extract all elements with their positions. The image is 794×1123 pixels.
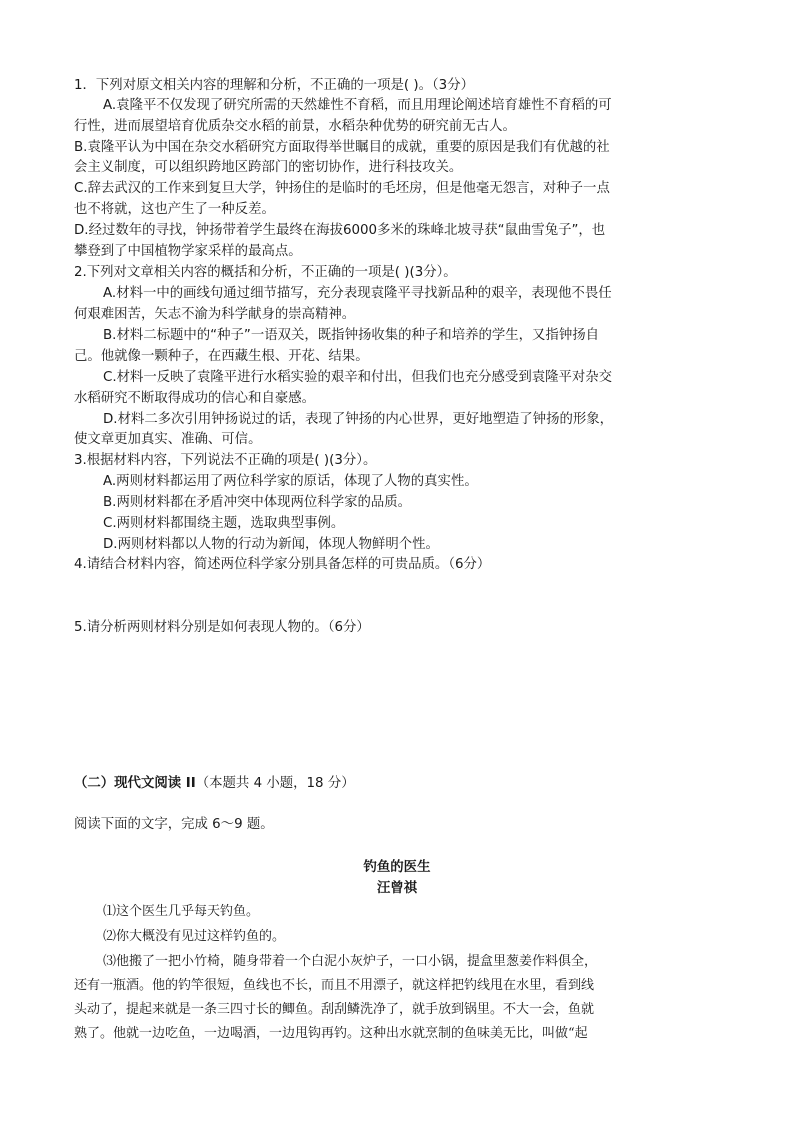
question-1-stem: 1．下列对原文相关内容的理解和分析，不正确的一项是( )。（3分） — [74, 78, 474, 93]
question-1-option-c: C.辞去武汉的工作来到复旦大学，钟扬住的是临时的毛坯房，但是他毫无怨言，对种子一点 — [74, 181, 610, 196]
question-5-stem: 5.请分析两则材料分别是如何表现人物的。（6分） — [74, 620, 370, 635]
question-1-option-d-cont: 攀登到了中国植物学家采样的最高点。 — [74, 244, 302, 259]
question-2-option-c-cont: 水稻研究不断取得成功的信心和自豪感。 — [74, 391, 316, 406]
question-2-option-b-cont: 己。他就像一颗种子，在西藏生根、开花、结果。 — [74, 349, 369, 364]
question-1-option-a-cont: 行性，进而展望培育优质杂交水稻的前景，水稻杂种优势的研究前无古人。 — [74, 119, 516, 134]
question-3-option-b: B.两则材料都在矛盾冲突中体现两位科学家的品质。 — [103, 495, 412, 510]
section-2-heading-bold: （二）现代文阅读 II — [74, 776, 196, 791]
section-2-heading — [74, 774, 355, 794]
article-paragraph-2: ⑵你大概没有见过这样钓鱼的。 — [103, 929, 286, 944]
question-2-option-a: A.材料一中的画线句通过细节描写，充分表现袁隆平寻找新品种的艰辛，表现他不畏任 — [103, 286, 612, 301]
question-1-option-c-cont: 也不将就，这也产生了一种反差。 — [74, 202, 275, 217]
question-1-option-b-cont: 会主义制度，可以组织跨地区跨部门的密切协作，进行科技攻关。 — [74, 160, 463, 175]
section-2-instruction: 阅读下面的文字，完成 6～9 题。 — [74, 817, 274, 832]
article-paragraph-3: ⑶他搬了一把小竹椅，随身带着一个白泥小灰炉子，一口小锅，提盒里葱姜作料俱全， — [103, 954, 598, 969]
article-paragraph-1: ⑴这个医生几乎每天钓鱼。 — [103, 904, 260, 919]
question-4-stem: 4.请结合材料内容，简述两位科学家分别具备怎样的可贵品质。（6分） — [74, 557, 491, 572]
question-1-option-b: B.袁隆平认为中国在杂交水稻研究方面取得举世瞩目的成就，重要的原因是我们有优越的社 — [74, 140, 610, 155]
question-2-option-d: D.材料二多次引用钟扬说过的话，表现了钟扬的内心世界，更好地塑造了钟扬的形象， — [103, 412, 614, 427]
article-paragraph-3-cont-1: 还有一瓶酒。他的钓竿很短，鱼线也不长，而且不用漂子，就这样把钓线甩在水里，看到线 — [74, 978, 595, 993]
question-1-option-a: A.袁隆平不仅发现了研究所需的天然雄性不育稻，而且用理论阐述培育雄性不育稻的可 — [103, 98, 612, 113]
question-2-option-c: C.材料一反映了袁隆平进行水稻实验的艰辛和付出，但我们也充分感受到袁隆平对杂交 — [103, 370, 613, 385]
article-author: 汪曾祺 — [376, 880, 418, 896]
section-2-heading-rest: （本题共 4 小题，18 分） — [195, 776, 355, 791]
question-1-option-d: D.经过数年的寻找，钟扬带着学生最终在海拔6000多米的珠峰北坡寻获“鼠曲雪兔子”，也 — [74, 223, 606, 238]
question-3-stem: 3.根据材料内容，下列说法不正确的项是( )(3分）。 — [74, 453, 377, 468]
question-2-option-d-cont: 使文章更加真实、准确、可信。 — [74, 432, 262, 447]
article-title: 钓鱼的医生 — [363, 859, 431, 875]
question-3-option-c: C.两则材料都围绕主题，选取典型事例。 — [103, 516, 345, 531]
question-2-option-b: B.材料二标题中的“种子”一语双关，既指钟扬收集的种子和培养的学生，又指钟扬自 — [103, 328, 599, 343]
question-2-stem: 2.下列对文章相关内容的概括和分析，不正确的一项是( )(3分）。 — [74, 265, 457, 280]
article-paragraph-3-cont-2: 头动了，提起来就是一条三四寸长的鲫鱼。刮刮鳞洗净了，就手放到锅里。不大一会，鱼就 — [74, 1002, 595, 1017]
article-paragraph-3-cont-3: 熟了。他就一边吃鱼，一边喝酒，一边甩钩再钓。这种出水就烹制的鱼味美无比，叫做“起 — [74, 1026, 588, 1041]
question-3-option-d: D.两则材料都以人物的行动为新闻，体现人物鲜明个性。 — [103, 537, 439, 552]
question-3-option-a: A.两则材料都运用了两位科学家的原话，体现了人物的真实性。 — [103, 474, 478, 489]
question-2-option-a-cont: 何艰难困苦，矢志不渝为科学献身的崇高精神。 — [74, 307, 356, 322]
